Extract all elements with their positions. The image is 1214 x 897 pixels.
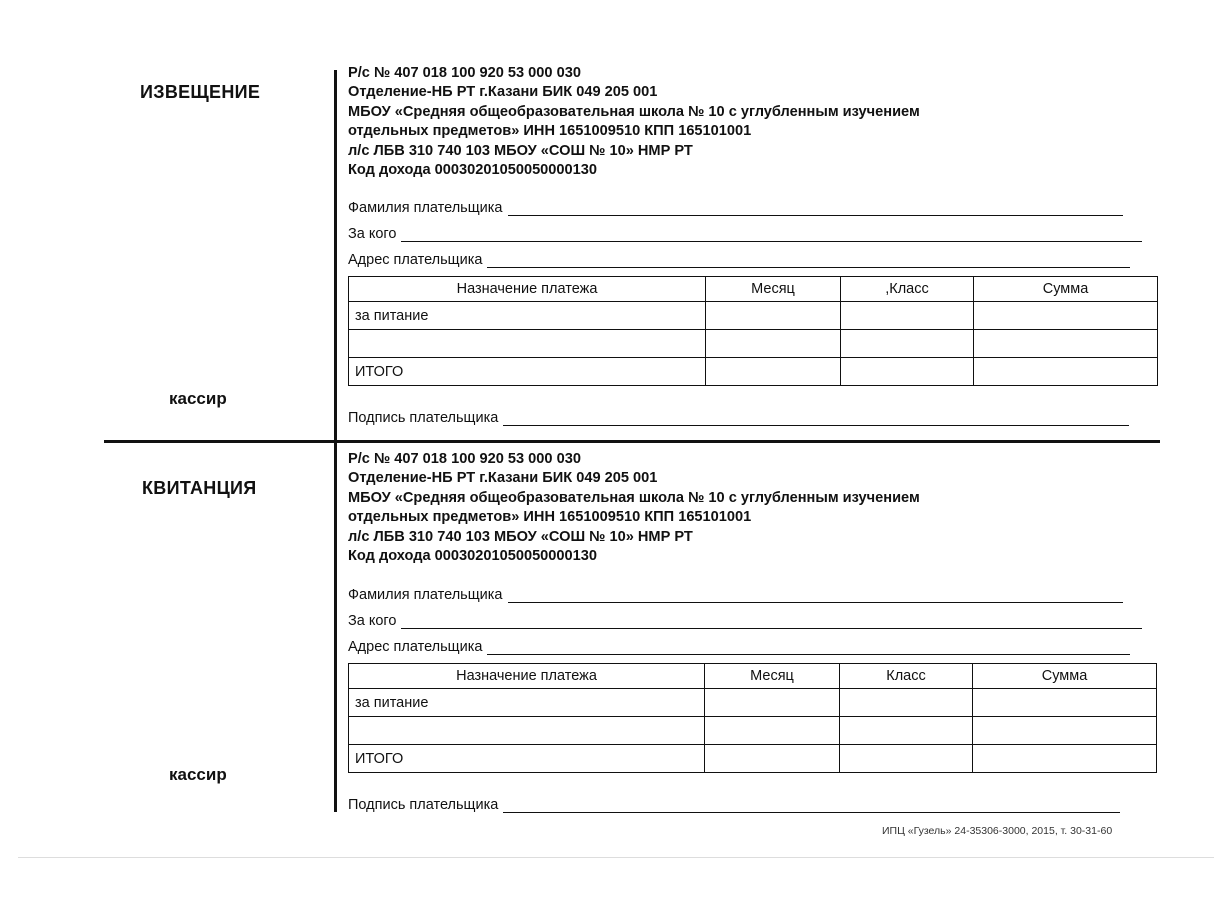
cell-total-label: ИТОГО [349,358,706,386]
notice-signature-label: Подпись плательщика [348,410,499,426]
page-edge-rule [18,857,1214,858]
receipt-signature-line[interactable] [503,811,1120,813]
notice-signature-line[interactable] [503,424,1129,426]
section-separator [104,440,1160,443]
notice-personal-account-line: л/с ЛБВ 310 740 103 МБОУ «СОШ № 10» НМР РТ [348,142,693,159]
cell-class[interactable] [841,330,974,358]
cell-sum[interactable] [973,745,1157,773]
table-row [349,330,1158,358]
cell-month[interactable] [705,745,840,773]
header-purpose: Назначение платежа [349,664,705,689]
header-sum: Сумма [974,277,1158,302]
header-class: Класс [840,664,973,689]
receipt-cashier-label: кассир [169,765,227,784]
table-row-total [349,745,1157,773]
receipt-signature-field[interactable] [348,797,1120,813]
notice-address-line[interactable] [487,266,1130,268]
receipt-org-inn-line: отдельных предметов» ИНН 1651009510 КПП 165101001 [348,509,752,526]
table-header-row [349,277,1158,302]
cell-month[interactable] [706,330,841,358]
cell-sum[interactable] [974,330,1158,358]
cell-month[interactable] [705,717,840,745]
receipt-surname-line[interactable] [508,601,1123,603]
cell-sum[interactable] [974,358,1158,386]
cell-month[interactable] [705,689,840,717]
header-class: ,Класс [841,277,974,302]
receipt-address-field[interactable] [348,639,1130,655]
receipt-address-label: Адрес плательщика [348,639,483,655]
notice-for-whom-field[interactable] [348,226,1142,242]
header-purpose: Назначение платежа [349,277,706,302]
cell-class[interactable] [840,717,973,745]
cell-sum[interactable] [974,302,1158,330]
cell-purpose: за питание [349,689,705,717]
table-row [349,689,1157,717]
receipt-bank-line: Отделение-НБ РТ г.Казани БИК 049 205 001 [348,470,658,487]
receipt-account-line: Р/с № 407 018 100 920 53 000 030 [348,451,581,467]
notice-cashier-label: кассир [169,389,227,408]
table-row-total [349,358,1158,386]
receipt-payment-table [348,663,1157,773]
cell-total-label: ИТОГО [349,745,705,773]
notice-signature-field[interactable] [348,410,1129,426]
notice-for-whom-label: За кого [348,226,397,242]
receipt-for-whom-field[interactable] [348,613,1142,629]
cell-month[interactable] [706,302,841,330]
cell-purpose[interactable] [349,330,706,358]
table-row [349,302,1158,330]
cell-purpose[interactable] [349,717,705,745]
notice-address-field[interactable] [348,252,1130,268]
cell-class[interactable] [840,689,973,717]
notice-account-line: Р/с № 407 018 100 920 53 000 030 [348,65,581,81]
cell-class[interactable] [840,745,973,773]
notice-surname-label: Фамилия плательщика [348,200,503,216]
receipt-bank-details [348,450,1068,566]
cell-class[interactable] [841,358,974,386]
notice-surname-field[interactable] [348,200,1123,216]
notice-for-whom-line[interactable] [401,240,1142,242]
receipt-personal-account-line: л/с ЛБВ 310 740 103 МБОУ «СОШ № 10» НМР РТ [348,528,693,545]
header-sum: Сумма [973,664,1157,689]
cell-sum[interactable] [973,717,1157,745]
notice-org-line: МБОУ «Средняя общеобразовательная школа № 10 с углубленным изучением [348,103,920,120]
cell-class[interactable] [841,302,974,330]
notice-org-inn-line: отдельных предметов» ИНН 1651009510 КПП 165101001 [348,123,752,140]
notice-bank-details [348,64,1068,180]
notice-surname-line[interactable] [508,214,1123,216]
cell-purpose: за питание [349,302,706,330]
table-row [349,717,1157,745]
receipt-for-whom-line[interactable] [401,627,1142,629]
notice-bank-line: Отделение-НБ РТ г.Казани БИК 049 205 001 [348,84,658,101]
receipt-title: КВИТАНЦИЯ [142,478,257,498]
header-month: Месяц [705,664,840,689]
header-month: Месяц [706,277,841,302]
receipt-for-whom-label: За кого [348,613,397,629]
receipt-signature-label: Подпись плательщика [348,797,499,813]
receipt-income-code-line: Код дохода 00030201050050000130 [348,548,597,565]
receipt-surname-label: Фамилия плательщика [348,587,503,603]
notice-address-label: Адрес плательщика [348,252,483,268]
receipt-address-line[interactable] [487,653,1130,655]
cell-sum[interactable] [973,689,1157,717]
cell-month[interactable] [706,358,841,386]
printer-imprint: ИПЦ «Гузель» 24-35306-3000, 2015, т. 30-31-60 [882,825,1113,837]
receipt-surname-field[interactable] [348,587,1123,603]
table-header-row [349,664,1157,689]
notice-income-code-line: Код дохода 00030201050050000130 [348,162,597,179]
receipt-org-line: МБОУ «Средняя общеобразовательная школа № 10 с углубленным изучением [348,489,920,506]
notice-title: ИЗВЕЩЕНИЕ [140,82,261,102]
notice-payment-table [348,276,1158,386]
